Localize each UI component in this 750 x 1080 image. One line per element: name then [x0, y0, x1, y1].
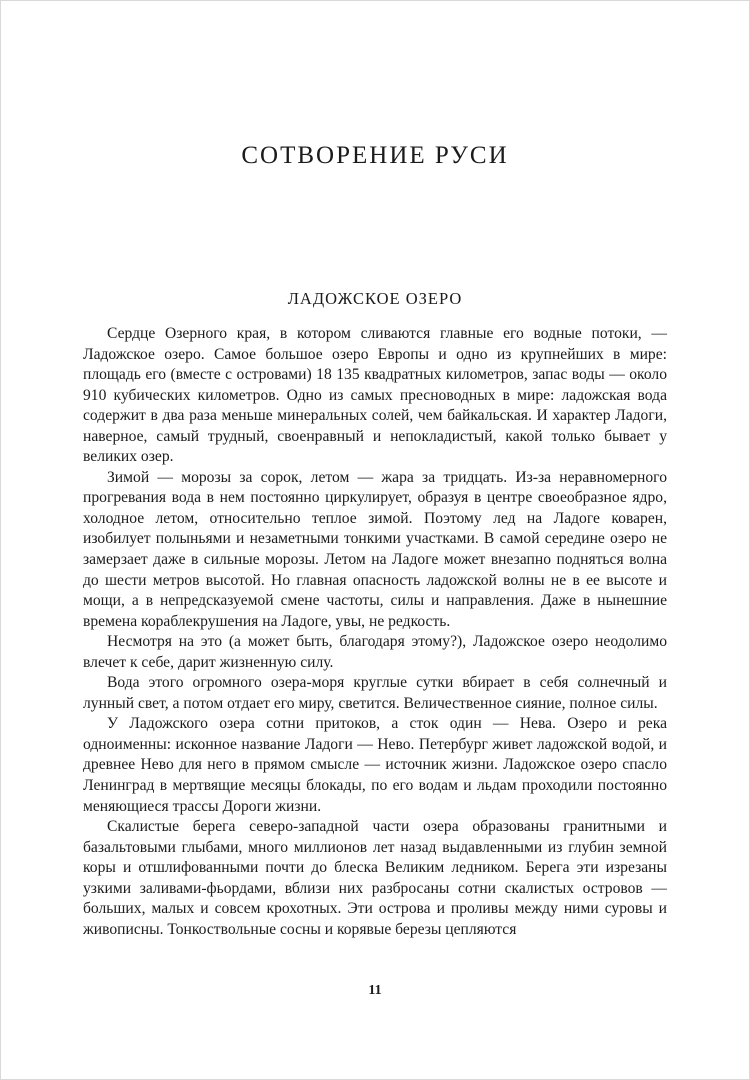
paragraph: Зимой — морозы за сорок, летом — жара за тридцать. Из-за неравномерного прогревания вода в нем постоянно циркулирует, образуя в центре своеобразное ядро, холодное летом, относительно теплое зимой. Поэтому лед на Ладоге коварен, изобилует полыньями и незаметными тонкими участками. В самой середине озеро не замерзает даже в сильные морозы. Летом на Ладоге может внезапно подняться волна до шести метров высотой. Но главная опасность ладожской волны не в ее высоте и мощи, а в непредсказуемой смене частоты, силы и направления. Даже в нынешние времена кораблекрушения на Ладоге, увы, не редкость.	[83, 468, 667, 630]
chapter-title: СОТВОРЕНИЕ РУСИ	[241, 142, 509, 169]
paragraph: Несмотря на это (а может быть, благодаря этому?), Ладожское озеро неодолимо влечет к себе, дарит жизненную силу.	[83, 633, 667, 671]
paragraph: У Ладожского озера сотни притоков, а сток один — Нева. Озеро и река одноименны: исконное название Ладоги — Нево. Петербург живет ладожской водой, и древнее Нево для него в прямом смысле — источник жизни. Ладожское озеро спасло Ленинград в мертвящие месяцы блокады, по его водам и льдам проходили постоянно меняющиеся трассы Дороги жизни.	[83, 715, 667, 815]
paragraph: Сердце Озерного края, в котором сливаются главные его водные потоки, — Ладожское озеро. Самое большое озеро Европы и одно из крупнейших в мире: площадь его (вместе с островами) 18 135 квадратных километров, запас воды — около 910 кубических километров. Одно из самых пресноводных в мире: ладожская вода содержит в два раза меньше минеральных солей, чем байкальская. И характер Ладоги, наверное, самый трудный, своенравный и непокладистый, какой только бывает у великих озер.	[83, 325, 667, 466]
paragraph: Вода этого огромного озера-моря круглые сутки вбирает в себя солнечный и лунный свет, а потом отдает его миру, светится. Величественное сияние, полное силы.	[83, 674, 667, 712]
page-number: 11	[368, 983, 382, 998]
paragraph: Скалистые берега северо-западной части озера образованы гранитными и базальтовыми глыбами, много миллионов лет назад выдавленными из глубин земной коры и отшлифованными почти до блеска Великим ледником. Берега эти изрезаны узкими заливами-фьордами, вблизи них разбросаны сотни скалистых островов — больших, малых и совсем крохотных. Эти острова и проливы между ними суровы и живописны. Тонкоствольные сосны и корявые березы цепляются	[83, 818, 667, 938]
section-title: ЛАДОЖСКОЕ ОЗЕРО	[287, 289, 463, 308]
body-text	[83, 324, 667, 940]
